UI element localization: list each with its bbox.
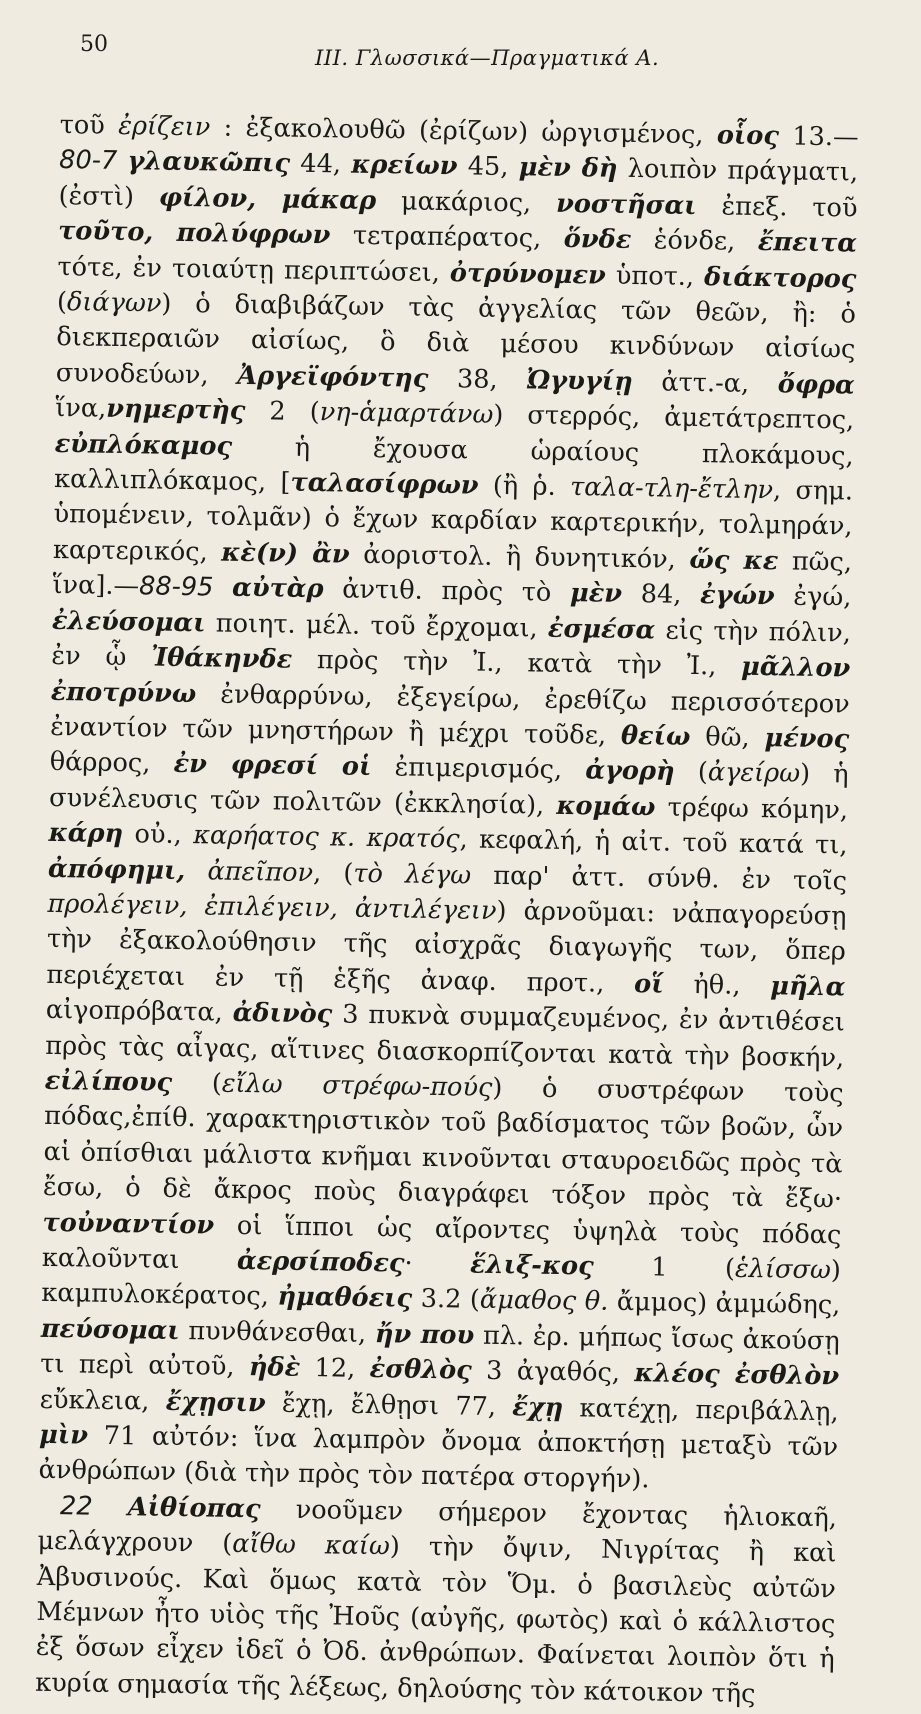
verse-reference: 88-95 bbox=[139, 572, 214, 603]
text-run: ἔχῃ, ἔλθῃσι 77, bbox=[265, 1388, 512, 1422]
text-run: ) στερρός, ἀμετάτρεπτος, bbox=[493, 400, 854, 436]
etymology-italic: προλέγειν, ἐπιλέγειν, ἀντιλέγειν bbox=[47, 889, 497, 926]
text-run: 2 ( bbox=[245, 396, 320, 427]
lemma-bold: ἔπειτα bbox=[758, 227, 858, 259]
text-run: ἐγώ, bbox=[774, 582, 851, 613]
text-run: ἀοριστολ. ἢ δυνητικόν, bbox=[349, 539, 689, 574]
text-run: κατέχῃ, περιβάλλῃ, bbox=[563, 1393, 839, 1427]
text-run: πλ. ἐρ. μήπως ἴσως ἀκούσῃ τι περὶ αὐτοῦ, bbox=[40, 1320, 840, 1382]
text-run: 3 ἀγαθός, bbox=[472, 1356, 635, 1389]
text-run: εἰς τὴν πόλιν, ἐν ᾧ bbox=[51, 615, 851, 672]
text-run: · bbox=[404, 1249, 470, 1280]
lemma-bold: νοστῆσαι bbox=[556, 189, 697, 221]
text-run: οὐ., bbox=[123, 819, 194, 850]
text-run: 12, bbox=[300, 1353, 370, 1384]
etymology-italic: διάγων bbox=[67, 287, 162, 318]
lemma-bold: ἐλεύσομαι bbox=[52, 606, 206, 638]
text-run: ) καμπυλοκέρατος, bbox=[41, 1255, 841, 1312]
lemma-bold: ὄφρα bbox=[778, 369, 855, 400]
text-run: 84, bbox=[622, 579, 701, 610]
text-run: ) τὴν ὄψιν, Νιγρίτας ἢ καὶ Ἀβυσινούς. Καὶ ὅμως κατὰ τὸν Ὅμ. ὁ βασιλεὺς αὐτῶν Μέμνων ἦτο υἱὸς τῆς Ἠοῦς (αὐγῆς, φωτὸς) καὶ ὁ κάλλιστος ἐξ ὅσων εἶχεν ἰδεῖ ὁ Ὀδ. ἀνθρώπων. Φαίνεται λοιπὸν ὅτι ἡ κυρία σημασία τῆς λέξεως, δηλούσης τὸν κάτοικον τῆς bbox=[35, 1532, 837, 1709]
text-run: 44, bbox=[290, 149, 352, 180]
text-run: ἐνθαρρύνω, ἐξεγείρω, ἐρεθίζω περισσότερον ἐναντίον τῶν μνηστήρων ἢ μέχρι τοῦδε, bbox=[50, 679, 850, 751]
lemma-bold: ἐσθλὸς bbox=[369, 1354, 472, 1386]
text-run: παρ' ἀττ. σύνθ. ἐν τοῖς bbox=[471, 860, 847, 896]
lemma-bold: κὲ(ν) ἂν bbox=[221, 537, 350, 569]
verse-reference: 22 bbox=[60, 1491, 93, 1522]
text-run: ( bbox=[57, 287, 67, 317]
lemma-bold: ἐν φρεσί οἱ bbox=[173, 749, 371, 782]
etymology-italic: ταλα-τλη-ἔτλην bbox=[570, 472, 773, 505]
text-run: θῶ, bbox=[690, 722, 765, 753]
text-run: ἐπεξ. τοῦ bbox=[696, 191, 857, 224]
verse-reference: 80-7 bbox=[59, 145, 118, 176]
lemma-bold: τοὐναντίον bbox=[42, 1207, 214, 1240]
lemma-bold: μένος bbox=[764, 723, 849, 754]
lemma-bold: ὅνδε bbox=[564, 224, 632, 255]
etymology-italic: καρήατος κ. κρατός bbox=[193, 820, 460, 854]
text-run: τοῦ bbox=[59, 110, 118, 141]
lemma-bold: ταλασίφρων bbox=[290, 468, 479, 501]
lemma-bold: Ἰθάκηνδε bbox=[151, 643, 293, 675]
lemma-bold: ἀερσίποδες bbox=[237, 1246, 405, 1279]
text-run: ἀττ.-α, bbox=[632, 367, 778, 399]
text-run: ἑόνδε, bbox=[631, 225, 758, 257]
lemma-bold: κομάω bbox=[556, 791, 656, 823]
etymology-italic: ἑλίσσω bbox=[735, 1254, 831, 1286]
text-run: : ἐξακολουθῶ (ἐρίζων) ὠργισμένος, bbox=[210, 112, 717, 150]
text-run: μακάριος, bbox=[376, 186, 556, 219]
commentary-paragraph-2 bbox=[35, 1489, 837, 1714]
lemma-bold: φίλον, μάκαρ bbox=[159, 182, 377, 215]
page-number: 50 bbox=[80, 32, 108, 57]
text-run: 13.— bbox=[779, 121, 859, 152]
lemma-bold: ὥς κε bbox=[689, 545, 778, 576]
lemma-bold: τοῦτο, πολύφρων bbox=[58, 216, 331, 250]
text-run: ἡ ἔχουσα ὡραίους πλοκάμους, καλλιπλόκαμος, [ bbox=[54, 431, 854, 497]
text-run: οἱ ἵπποι ὡς αἴροντες ὑψηλὰ τοὺς πόδας καλοῦνται bbox=[42, 1210, 842, 1276]
lemma-bold: κρείων bbox=[351, 150, 458, 182]
commentary-paragraph-1 bbox=[38, 108, 859, 1501]
text-run: ἠθ., bbox=[663, 969, 770, 1001]
lemma-bold: ἔχῃ bbox=[512, 1392, 563, 1423]
text-run: αἰγοπρόβατα, bbox=[46, 995, 233, 1028]
text-run: ὑποτ., bbox=[606, 260, 705, 292]
page-header bbox=[60, 28, 859, 72]
text-run: πυνθάνεσθαι, bbox=[179, 1316, 375, 1349]
text-run: τρέφω κόμην, bbox=[655, 792, 848, 825]
lemma-bold: ἐσμέσα bbox=[548, 613, 656, 645]
etymology-italic: αἴθω καίω bbox=[232, 1529, 390, 1561]
etymology-italic: ἀγείρω bbox=[708, 758, 801, 789]
etymology-italic: ἀπεῖπον bbox=[207, 856, 313, 888]
text-run: 3 πυκνὰ συμμαζευμένος, ἐν ἀντιθέσει πρὸς τὰς αἶγας, αἵτινες διασκορπίζονται κατὰ τὴν βοσκήν, bbox=[45, 1000, 845, 1073]
text-run: ) ὁ συστρέφων τοὺς πόδας,ἐπίθ. χαρακτηριστικὸν τοῦ βαδίσματος τῶν βοῶν, ὧν αἱ ὀπίσθιαι μάλιστα κνῆμαι κινοῦνται σταυροειδῶς πρὸς τὰ ἔσω, ὁ δὲ ἄκρος ποὺς διαγράφει τόξον πρὸς τὰ ἔξω· bbox=[43, 1073, 844, 1215]
text-run: , κεφαλή, ἡ αἰτ. τοῦ κατά τι, bbox=[459, 824, 847, 860]
commentary-text bbox=[35, 108, 859, 1714]
lemma-bold: ἠμαθόεις bbox=[277, 1282, 412, 1314]
lemma-bold: Αἰθίοπας bbox=[128, 1492, 261, 1524]
lemma-bold: μὲν bbox=[570, 578, 623, 609]
text-run: ( bbox=[674, 757, 708, 788]
lemma-bold: θείω bbox=[621, 721, 691, 752]
etymology-italic: τὸ λέγω bbox=[353, 858, 471, 890]
lemma-bold: μὶν bbox=[39, 1420, 88, 1451]
text-run: τότε, ἐν τοιαύτῃ περιπτώσει, bbox=[57, 252, 450, 288]
lemma-bold: ἀδινὸς bbox=[232, 998, 332, 1030]
text-run: 3.2 ( bbox=[412, 1284, 480, 1315]
lemma-bold: νημερτὴς bbox=[106, 394, 246, 426]
text-run: πρὸς τὴν Ἰ., κατὰ τὴν Ἰ., bbox=[292, 645, 741, 682]
lemma-bold: ὀτρύνομεν bbox=[450, 258, 606, 290]
text-run: θάρρος, bbox=[49, 747, 173, 779]
lemma-bold: Ἀργεϊφόντης bbox=[237, 361, 429, 394]
lemma-bold: αὐτὰρ bbox=[232, 573, 324, 604]
text-run: ( bbox=[172, 1068, 222, 1099]
lemma-bold: κλέος ἐσθλὸν bbox=[634, 1358, 839, 1391]
lemma-bold: ἠδὲ bbox=[249, 1352, 301, 1383]
text-run: ) ἀρνοῦμαι: νἀπαγορεύσῃ τὴν ἐξακολούθησιν τῆς αἰσχρᾶς διαγωγῆς των, ὅπερ περιέχεται ἐν τῇ ἑξῆς ἀναφ. προτ., bbox=[46, 896, 846, 999]
lemma-bold: γλαυκῶπις bbox=[127, 146, 290, 179]
lemma-bold: ἤν που bbox=[375, 1319, 475, 1351]
lemma-bold: μὲν δὴ bbox=[518, 153, 617, 185]
text-run: τετραπέρατος, bbox=[330, 220, 564, 254]
lemma-bold: πεύσομαι bbox=[41, 1314, 180, 1346]
etymology-italic: νη-ἁμαρτάνω bbox=[319, 397, 493, 430]
text-run bbox=[185, 856, 208, 886]
lemma-bold: εἰλίπους bbox=[44, 1066, 172, 1098]
text-run: πῶς, ἵνα].— bbox=[52, 546, 852, 601]
text-run: 38, bbox=[428, 364, 526, 396]
text-run: ) ἡ συνέλευσις τῶν πολιτῶν (ἐκκλησία), bbox=[49, 759, 849, 821]
text-run: ἀντιθ. πρὸς τὸ bbox=[323, 574, 570, 608]
text-run: , ( bbox=[313, 858, 354, 889]
lemma-bold: ἔχῃσιν bbox=[165, 1386, 265, 1418]
text-run: ποιητ. μέλ. τοῦ ἔρχομαι, bbox=[205, 608, 548, 643]
text-run: ἄμμος) ἀμμώδης, bbox=[608, 1287, 840, 1321]
etymology-italic: ἄμαθος θ. bbox=[480, 1285, 609, 1317]
etymology-italic: εἴλω στρέφω-πούς bbox=[222, 1069, 493, 1103]
lemma-bold: ἐγών bbox=[700, 580, 775, 611]
lemma-bold: οἷος bbox=[717, 120, 780, 151]
text-run: ἵνα, bbox=[55, 393, 106, 424]
lemma-bold: οἵ bbox=[634, 969, 664, 999]
text-run: νοοῦμεν σήμερον ἔχοντας ἡλιοκαῆ, μελάγχρουν ( bbox=[37, 1494, 837, 1559]
text-run: εὔκλεια, bbox=[39, 1384, 165, 1416]
text-run bbox=[92, 1492, 128, 1523]
text-run bbox=[213, 573, 232, 603]
lemma-bold: κάρη bbox=[48, 818, 123, 849]
lemma-bold: μᾶλλον ἐποτρύνω bbox=[51, 652, 851, 709]
text-run: (ἢ ῥ. bbox=[478, 471, 570, 502]
etymology-italic: ἐρίζειν bbox=[118, 111, 210, 142]
running-head: ΙΙΙ. Γλωσσικά—Πραγματικά Α. bbox=[315, 46, 659, 70]
text-run: ) ὁ διαβιβάζων τὰς ἀγγελίας τῶν θεῶν, ἢ: ὁ διεκπεραιῶν αἰσίως, ὃ διὰ μέσου κινδύνων αἰσίως συνοδεύων, bbox=[56, 289, 856, 391]
text-run: 71 αὐτόν: ἵνα λαμπρὸν ὄνομα ἀποκτήσῃ μεταξὺ τῶν ἀνθρώπων (διὰ τὴν πρὸς τὸν πατέρα στοργήν). bbox=[38, 1421, 838, 1495]
text-run: , σημ. ὑπομένειν, τολμᾶν) ὁ ἔχων καρδίαν καρτερικήν, τολμηράν, καρτερικός, bbox=[53, 475, 853, 567]
lemma-bold: διάκτορος bbox=[704, 262, 857, 294]
text-run: 1 ( bbox=[593, 1252, 735, 1284]
text-run: λοιπὸν πράγματι, (ἐστὶ) bbox=[58, 154, 858, 212]
lemma-bold: Ὠγυγίῃ bbox=[526, 365, 633, 397]
text-run: 45, bbox=[457, 152, 519, 183]
text-run: ἐπιμερισμός, bbox=[371, 752, 585, 785]
lemma-bold: ἕλιξ-κος bbox=[470, 1250, 594, 1282]
lemma-bold: εὐπλόκαμος bbox=[54, 429, 232, 462]
lemma-bold: ἀπόφημι, bbox=[48, 853, 186, 885]
lemma-bold: μῆλα bbox=[770, 971, 845, 1002]
lemma-bold: ἀγορὴ bbox=[585, 756, 675, 787]
